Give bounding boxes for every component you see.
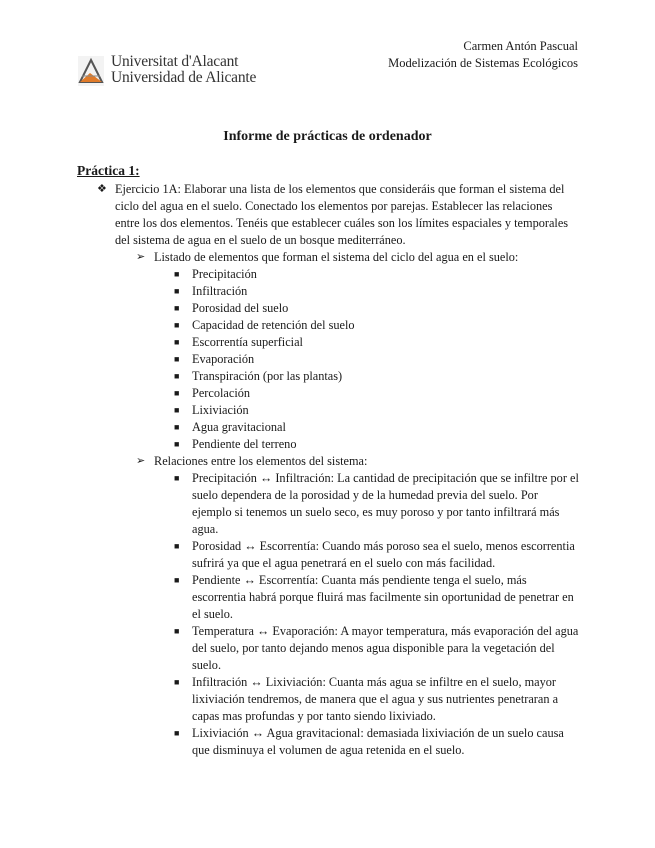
relation-text: Precipitación ↔ Infiltración: La cantidad de precipitación que se infiltre por el suelo dependera de la porosidad y de la humedad previa del suelo. Por ejemplo si tenemos un suelo seco, es muy poroso y por tanto infiltrará más agua. [192, 471, 579, 536]
square-bullet-icon: ■ [174, 473, 180, 483]
list-item [77, 351, 579, 368]
relation-text: Pendiente ↔ Escorrentía: Cuanta más pendiente tenga el suelo, más escorrentia habrá porque fluirá mas facilmente sin oportunidad de penetrar en el suelo. [192, 573, 574, 621]
square-bullet-icon: ■ [174, 405, 180, 415]
element-label: Escorrentía superficial [192, 335, 303, 349]
document-body [77, 181, 579, 759]
list-item [77, 419, 579, 436]
element-label: Pendiente del terreno [192, 437, 297, 451]
university-name-valencian: Universitat d'Alacant [111, 53, 239, 70]
square-bullet-icon: ■ [174, 354, 180, 364]
list-item [77, 266, 579, 283]
relations-heading-text: Relaciones entre los elementos del sistema: [154, 454, 368, 468]
list-item [77, 538, 579, 572]
list-item [77, 300, 579, 317]
arrow-bullet-icon: ➢ [136, 251, 146, 263]
element-label: Agua gravitacional [192, 420, 286, 434]
square-bullet-icon: ■ [174, 422, 180, 432]
element-label: Transpiración (por las plantas) [192, 369, 343, 383]
element-label: Capacidad de retención del suelo [192, 318, 355, 332]
element-label: Infiltración [192, 284, 248, 298]
square-bullet-icon: ■ [174, 677, 180, 687]
exercise-text: Ejercicio 1A: Elaborar una lista de los elementos que consideráis que forman el sistema del ciclo del agua en el suelo. Conectado los elementos por parejas. Establecer las relaciones entre los dos elementos. Tenéis que establecer cuáles son los límites espaciales y temporales del sistema de agua en el suelo de un bosque mediterráneo. [115, 182, 569, 247]
arrow-bullet-icon: ➢ [136, 455, 146, 467]
square-bullet-icon: ■ [174, 269, 180, 279]
element-label: Evaporación [192, 352, 255, 366]
list-item [77, 725, 579, 759]
page-header-info [388, 38, 578, 72]
list-item [77, 368, 579, 385]
element-label: Precipitación [192, 267, 257, 281]
page-title: Informe de prácticas de ordenador [223, 129, 432, 144]
list-item [77, 436, 579, 453]
list-item [77, 317, 579, 334]
square-bullet-icon: ■ [174, 439, 180, 449]
university-logo [78, 53, 257, 90]
elements-list [77, 266, 579, 453]
list-item [77, 283, 579, 300]
list-item [77, 402, 579, 419]
square-bullet-icon: ■ [174, 388, 180, 398]
relation-text: Infiltración ↔ Lixiviación: Cuanta más agua se infiltre en el suelo, mayor lixiviación tendremos, de manera que el agua y sus nutrientes penetraran a capas mas profundas y por tanto siendo lixiviado. [192, 675, 559, 723]
list-item [77, 623, 579, 674]
university-name-spanish: Universidad de Alicante [111, 69, 257, 86]
square-bullet-icon: ■ [174, 575, 180, 585]
element-label: Lixiviación [192, 403, 249, 417]
list-item [77, 470, 579, 538]
list-item [77, 572, 579, 623]
elements-list-heading [77, 249, 579, 266]
element-label: Percolación [192, 386, 251, 400]
list-item [77, 674, 579, 725]
exercise-item [77, 181, 579, 249]
square-bullet-icon: ■ [174, 320, 180, 330]
relation-text: Temperatura ↔ Evaporación: A mayor temperatura, más evaporación del agua del suelo, por tanto dejando menos agua disponible para la vegetación del suelo. [192, 624, 579, 672]
square-bullet-icon: ■ [174, 626, 180, 636]
list-item [77, 385, 579, 402]
relation-text: Porosidad ↔ Escorrentía: Cuando más poroso sea el suelo, menos escorrentia sufrirá ya que el agua penetrará en el suelo con más facilidad. [192, 539, 575, 570]
diamond-bullet-icon: ❖ [97, 183, 107, 195]
university-name [111, 54, 256, 86]
course-name: Modelización de Sistemas Ecológicos [388, 56, 578, 70]
square-bullet-icon: ■ [174, 541, 180, 551]
relations-list [77, 470, 579, 759]
square-bullet-icon: ■ [174, 371, 180, 381]
square-bullet-icon: ■ [174, 728, 180, 738]
author-name: Carmen Antón Pascual [463, 39, 578, 53]
elements-heading-text: Listado de elementos que forman el sistema del ciclo del agua en el suelo: [154, 250, 519, 264]
relations-list-heading [77, 453, 579, 470]
square-bullet-icon: ■ [174, 337, 180, 347]
element-label: Porosidad del suelo [192, 301, 289, 315]
relation-text: Lixiviación ↔ Agua gravitacional: demasiada lixiviación de un suelo causa que disminuya el volumen de agua retenida en el suelo. [192, 726, 564, 757]
list-item [77, 334, 579, 351]
square-bullet-icon: ■ [174, 286, 180, 296]
section-heading: Práctica 1: [77, 163, 140, 178]
square-bullet-icon: ■ [174, 303, 180, 313]
university-logo-icon [78, 56, 104, 86]
